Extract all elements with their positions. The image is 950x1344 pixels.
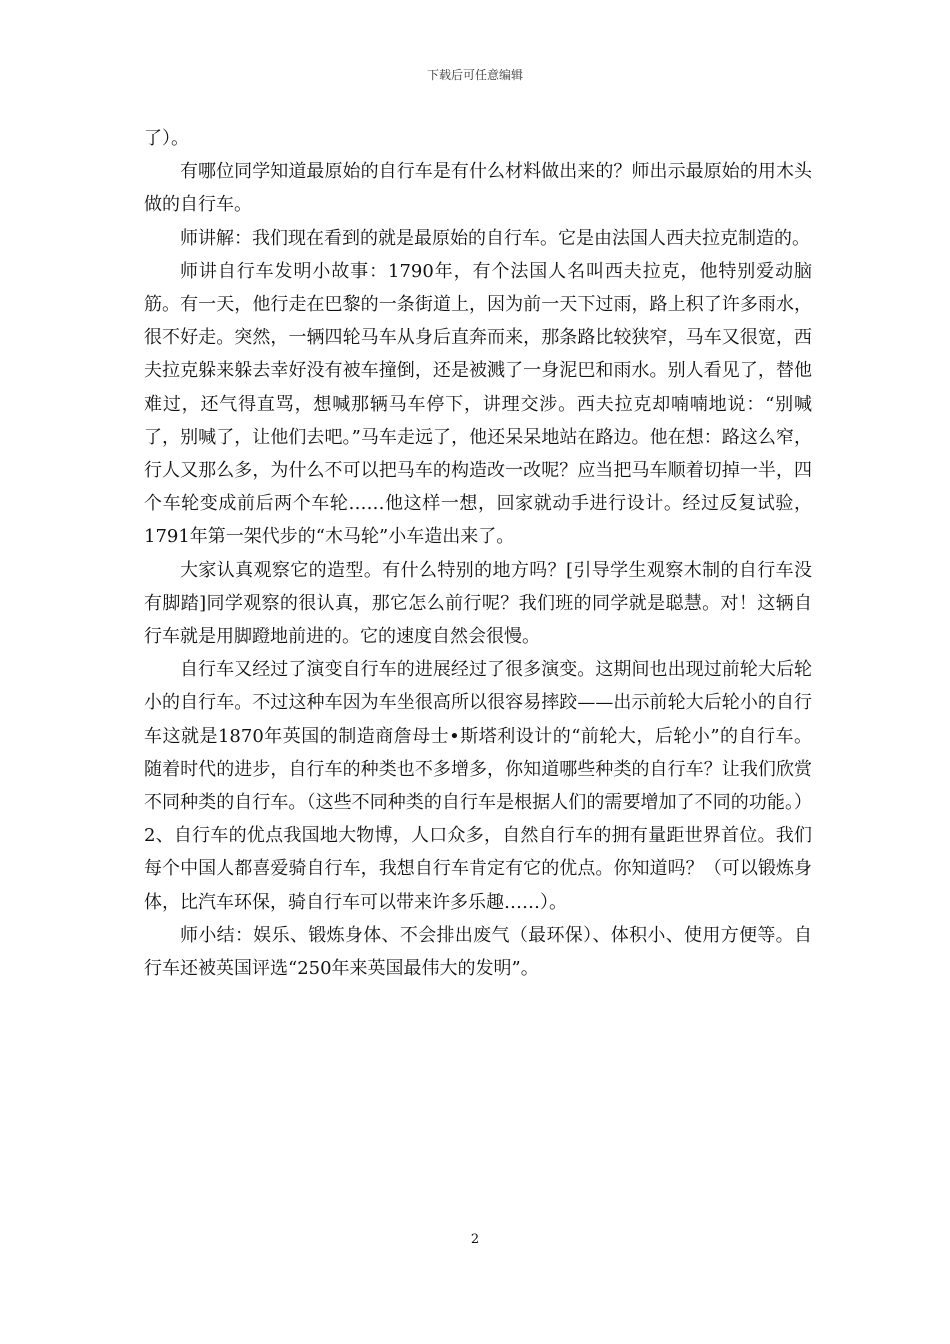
page-number: 2 <box>470 1232 480 1247</box>
page-header: 下载后可任意编辑 <box>426 68 523 82</box>
paragraph: 自行车又经过了演变自行车的进展经过了很多演变。这期间也出现过前轮大后轮小的自行车。不过这种车因为车坐很高所以很容易摔跤——出示前轮大后轮小的自行车这就是1870年英国的制造商詹母士•斯塔利设计的“前轮大，后轮小”的自行车。随着时代的进步，自行车的种类也不多增多，你知道哪些种类的自行车？让我们欣赏不同种类的自行车。（这些不同种类的自行车是根据人们的需要增加了不同的功能。）2、自行车的优点我国地大物博，人口众多，自然自行车的拥有量距世界首位。我们每个中国人都喜爱骑自行车，我想自行车肯定有它的优点。你知道吗？（可以锻炼身体，比汽车环保，骑自行车可以带来许多乐趣……）。 <box>144 659 812 913</box>
paragraph: 师讲自行车发明小故事：1790年，有个法国人名叫西夫拉克，他特别爱动脑筋。有一天，他行走在巴黎的一条街道上，因为前一天下过雨，路上积了许多雨水，很不好走。突然，一辆四轮马车从身后直奔而来，那条路比较狭窄，马车又很宽，西夫拉克躲来躲去幸好没有被车撞倒，还是被溅了一身泥巴和雨水。别人看见了，替他难过，还气得直骂，想喊那辆马车停下，讲理交涉。西夫拉克却喃喃地说：“别喊了，别喊了，让他们去吧。”马车走远了，他还呆呆地站在路边。他在想：路这么窄，行人又那么多，为什么不可以把马车的构造改一改呢？应当把马车顺着切掉一半，四个车轮变成前后两个车轮……他这样一想，回家就动手进行设计。经过反复试验，1791年第一架代步的“木马轮”小车造出来了。 <box>144 260 812 548</box>
paragraph-continuation: 了）。 <box>144 128 189 149</box>
paragraph: 有哪位同学知道最原始的自行车是有什么材料做出来的？师出示最原始的用木头做的自行车。 <box>144 161 812 216</box>
paragraph: 大家认真观察它的造型。有什么特别的地方吗？[引导学生观察木制的自行车没有脚踏]同学观察的很认真，那它怎么前行呢？我们班的同学就是聪慧。对！这辆自行车就是用脚蹬地前进的。它的速度自然会很慢。 <box>144 559 812 648</box>
paragraph: 师讲解：我们现在看到的就是最原始的自行车。它是由法国人西夫拉克制造的。 <box>180 227 810 249</box>
paragraph: 师小结：娱乐、锻炼身体、不会排出废气（最环保）、体积小、使用方便等。自行车还被英国评选“250年来英国最伟大的发明”。 <box>144 924 812 980</box>
document-body <box>144 122 812 985</box>
